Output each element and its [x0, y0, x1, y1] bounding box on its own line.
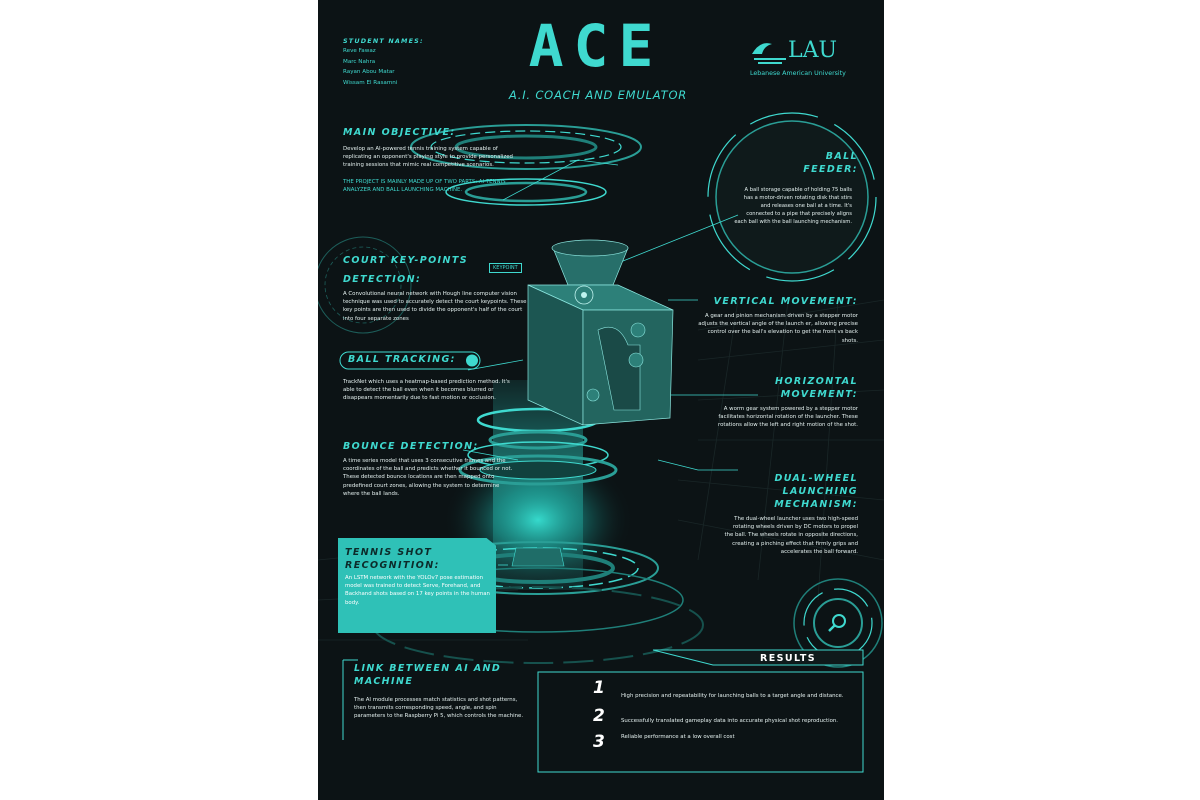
ball-feeder-section — [738, 150, 858, 176]
result-text: Reliable performance at a low overall cost — [621, 734, 735, 740]
bounce-detection-section — [343, 440, 513, 498]
result-item — [593, 730, 858, 756]
court-keypoints-text: A Convolutional neural network with Hough line computer vision technique was used to accurately detect the court keypoints. These key points are then used to divide the opponent's half of the court into four separate zones — [343, 291, 527, 322]
ball-tracking-title-wrap — [348, 353, 478, 366]
link-title: MACHINE — [354, 676, 414, 687]
poster — [318, 0, 884, 800]
main-objective-title: MAIN OBJECTIVE: — [343, 127, 456, 138]
student-name: Marc Nahra — [343, 58, 376, 65]
dual-wheel-section — [723, 472, 858, 556]
vertical-movement-text: A gear and pinion mechanism driven by a stepper motor adjusts the vertical angle of the launch er, allowing precise control over the ball's elevation to get the front vs back shots. — [698, 313, 858, 344]
dual-wheel-title: DUAL-WHEEL — [774, 473, 858, 484]
university-full: Lebanese American University — [750, 70, 846, 77]
student-names — [343, 36, 483, 88]
ball-feeder-text: A ball storage capable of holding 75 balls has a motor-driven rotating disk that stirs and releases one ball at a time. It's connected to a pipe that precisely aligns each ball with the ball launching mechanism. — [734, 187, 852, 225]
main-objective-section — [343, 126, 513, 194]
vertical-movement-section — [698, 295, 858, 345]
bounce-detection-text: A time series model that uses 3 consecutive frames and the coordinates of the ball and predicts whether it bounced or not. These detected bounce locations are then mapped onto predefined court zones, allowing the system to determine where the ball lands. — [343, 458, 513, 497]
court-keypoints-title: DETECTION: — [343, 274, 422, 285]
bounce-detection-title: BOUNCE DETECTION: — [343, 441, 479, 452]
search-icon — [826, 611, 850, 635]
results-title-wrap — [718, 652, 858, 665]
ball-tracking-text: TrackNet which uses a heatmap-based prediction method. It's able to detect the ball even when it becomes blurred or disappears momentarily due to fast motion or occlusion. — [343, 379, 510, 402]
shot-recognition-section — [345, 546, 493, 607]
horizontal-movement-title: HORIZONTAL — [775, 376, 858, 387]
main-objective-text: Develop an AI-powered tennis training system capable of replicating an opponent's playing style to provide personalized training sessions that mimic real competitive scenarios. — [343, 146, 513, 169]
page-subtitle: A.I. COACH AND EMULATOR — [508, 88, 688, 102]
dual-wheel-title: LAUNCHING — [782, 486, 858, 497]
horizontal-movement-title: MOVEMENT: — [780, 389, 858, 400]
university-short: LAU — [788, 38, 838, 63]
student-name: Reve Fawaz — [343, 48, 376, 54]
link-section — [354, 662, 524, 721]
ball-feeder-title: BALL — [825, 151, 858, 162]
result-text: High precision and repeatability for launching balls to a target angle and distance. — [621, 693, 844, 699]
result-number: 3 — [593, 732, 605, 752]
results-title: RESULTS — [760, 653, 816, 664]
result-item — [593, 704, 858, 730]
link-title: LINK BETWEEN AI AND — [354, 663, 502, 674]
result-number: 2 — [593, 706, 605, 726]
lau-logo-icon — [750, 38, 870, 78]
shot-recognition-title: TENNIS SHOT — [345, 547, 433, 558]
student-name: Rayan Abou Matar — [343, 69, 395, 75]
horizontal-movement-section — [698, 375, 858, 430]
result-text: Successfully translated gameplay data into accurate physical shot reproduction. — [621, 718, 838, 724]
results-list — [593, 678, 858, 756]
ball-tracking-title: BALL TRACKING: — [348, 354, 456, 365]
student-name: Wissam El Rasamni — [343, 79, 398, 86]
student-names-label: STUDENT NAMES: — [343, 37, 424, 45]
shot-recognition-text: An LSTM network with the YOLOv7 pose estimation model was trained to detect Serve, Forehand, and Backhand shots based on 17 key points in the human body. — [345, 575, 490, 606]
dual-wheel-text: The dual-wheel launcher uses two high-speed rotating wheels driven by DC motors to propel the ball. The wheels rotate in opposite directions, creating a pinching effect that firmly grips and accelerates the ball forward. — [724, 516, 858, 555]
keypoint-tag: KEYPOINT — [489, 263, 522, 273]
horizontal-movement-text: A worm gear system powered by a stepper motor facilitates horizontal rotation of the launcher. These rotations allow the left and right motion of the shot. — [717, 406, 858, 429]
page-title: ACE — [528, 12, 664, 80]
link-text: The AI module processes match statistics and shot patterns, then transmits corresponding speed, angle, and spin parameters to the Raspberry Pi 5, which controls the machine. — [354, 697, 524, 720]
result-number: 1 — [593, 678, 605, 698]
court-keypoints-title: COURT KEY-POINTS — [343, 255, 468, 266]
vertical-movement-title: VERTICAL MOVEMENT: — [713, 296, 858, 307]
ball-feeder-title: FEEDER: — [803, 164, 858, 175]
shot-recognition-title: RECOGNITION: — [345, 560, 440, 571]
result-item — [593, 678, 858, 704]
main-objective-note: THE PROJECT IS MAINLY MADE UP OF TWO PARTS: AI TENNIS ANALYZER AND BALL LAUNCHING MACHINE. — [343, 178, 506, 193]
dual-wheel-title: MECHANISM: — [774, 499, 858, 510]
